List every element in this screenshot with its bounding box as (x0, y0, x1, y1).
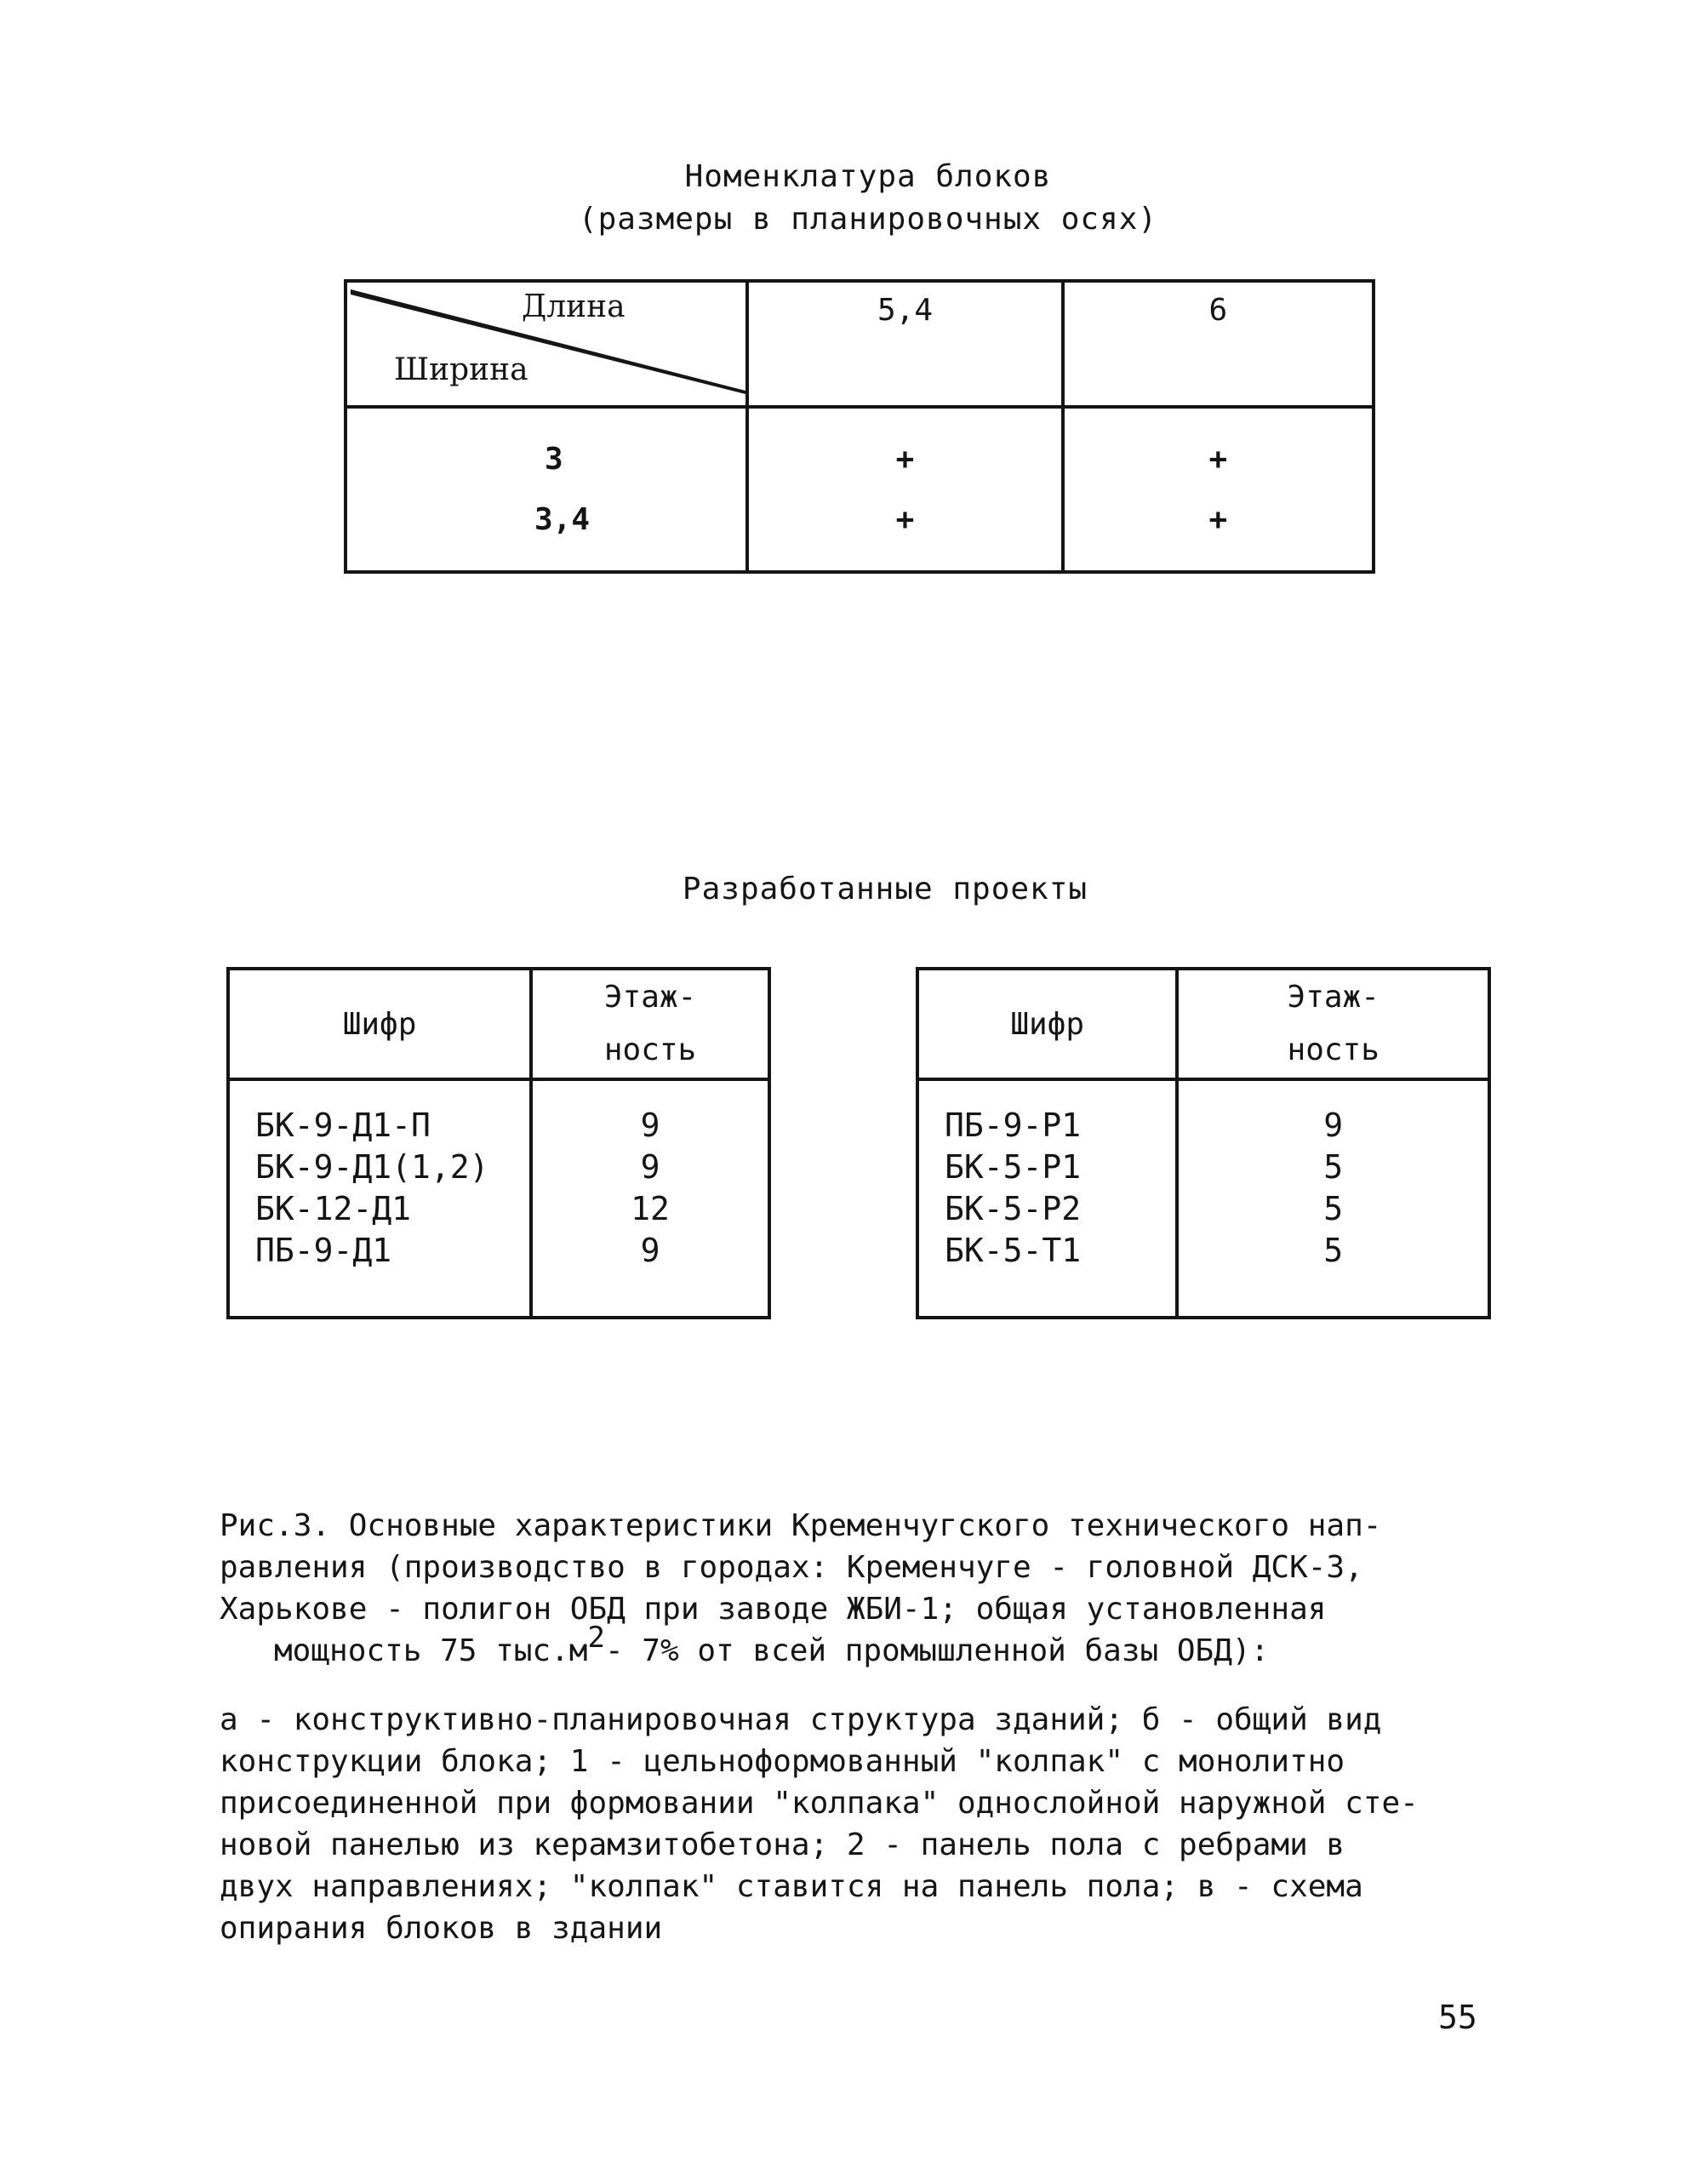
mark-plus: + (1208, 502, 1228, 537)
floors-header (531, 969, 769, 1079)
legend-line: новой панелью из керамзитобетона; 2 - панель пола с ребрами в (220, 1827, 1345, 1862)
legend-line: а - конструктивно-планировочная структура зданий; б - общий вид (220, 1702, 1382, 1737)
project-code: БК-5-Р2 (945, 1190, 1082, 1227)
length-header-6: 6 (1063, 281, 1374, 407)
floor-count: 9 (640, 1148, 660, 1186)
floor-count: 9 (640, 1232, 660, 1269)
caption-text: - 7% от всей промышленной базы ОБД): (604, 1633, 1270, 1668)
projects-left-body (228, 1079, 769, 1318)
page-number: 55 (1438, 1999, 1477, 2036)
codes-cell (917, 1079, 1177, 1318)
legend-line: присоединенной при формовании "колпака" однослойной наружной сте- (220, 1786, 1419, 1821)
nomenclature-body-row (346, 407, 1374, 572)
nomenclature-table (344, 279, 1375, 574)
mark-plus: + (895, 502, 915, 537)
floor-count: 5 (1323, 1232, 1344, 1269)
floors-header (1177, 969, 1489, 1079)
floors-header-line1: Этаж- (1287, 980, 1380, 1015)
caption-text: мощность 75 тыс.м (274, 1633, 588, 1668)
projects-left-header (228, 969, 769, 1079)
marks-cell-5-4 (747, 407, 1062, 572)
caption-line: Харькове - полигон ОБД при заводе ЖБИ-1; общая установленная (220, 1592, 1327, 1627)
caption-line (220, 1621, 1496, 1673)
marks-cell-6 (1063, 407, 1374, 572)
project-code: БК-9-Д1(1,2) (255, 1148, 489, 1186)
length-header-5-4: 5,4 (747, 281, 1062, 407)
floors-header-line2: ность (603, 1032, 697, 1067)
project-code: БК-9-Д1-П (255, 1107, 431, 1144)
projects-right-header (917, 969, 1489, 1079)
floor-count: 9 (640, 1107, 660, 1144)
nomenclature-title-line2: (размеры в планировочных осях) (578, 202, 1158, 237)
nomenclature-title (528, 156, 1208, 241)
caption-line: равления (производство в городах: Кременчуге - головной ДСК-3, (220, 1550, 1363, 1585)
caption-line: Рис.3. Основные характеристики Кременчугского технического нап- (220, 1508, 1382, 1543)
figure-caption (220, 1505, 1496, 1673)
project-code: ПБ-9-Д1 (255, 1232, 392, 1269)
projects-right-body (917, 1079, 1489, 1318)
legend-line: конструкции блока; 1 - цельноформованный "колпак" с монолитно (220, 1744, 1345, 1779)
mark-plus: + (895, 442, 915, 477)
diagonal-header-cell (346, 281, 747, 407)
nomenclature-header-row (346, 281, 1374, 407)
floor-count: 5 (1323, 1148, 1344, 1186)
legend-line: двух направлениях; "колпак" ставится на панель пола; в - схема (220, 1869, 1363, 1904)
floors-header-line1: Этаж- (603, 980, 697, 1015)
projects-table-right (916, 967, 1491, 1319)
code-header: Шифр (917, 969, 1177, 1079)
codes-cell (228, 1079, 531, 1318)
floors-cell (1177, 1079, 1489, 1318)
project-code: БК-12-Д1 (255, 1190, 412, 1227)
superscript: 2 (587, 1621, 605, 1655)
width-label: Ширина (394, 352, 528, 387)
code-header: Шифр (228, 969, 531, 1079)
length-label: Длина (522, 289, 626, 324)
projects-title: Разработанные проекты (682, 872, 1088, 907)
floors-header-line2: ность (1287, 1032, 1380, 1067)
project-code: БК-5-Р1 (945, 1148, 1082, 1186)
project-code: БК-5-Т1 (945, 1232, 1082, 1269)
project-code: ПБ-9-Р1 (945, 1107, 1082, 1144)
floor-count: 12 (631, 1190, 670, 1227)
width-value: 3 (545, 442, 563, 477)
projects-table-left (226, 967, 771, 1319)
mark-plus: + (1208, 442, 1228, 477)
floors-cell (531, 1079, 769, 1318)
nomenclature-title-line1: Номенклатура блоков (684, 159, 1052, 194)
legend-line: опирания блоков в здании (220, 1911, 663, 1946)
width-value: 3,4 (534, 502, 591, 537)
width-values-cell (346, 407, 747, 572)
floor-count: 9 (1323, 1107, 1344, 1144)
figure-legend (220, 1699, 1496, 1949)
floor-count: 5 (1323, 1190, 1344, 1227)
